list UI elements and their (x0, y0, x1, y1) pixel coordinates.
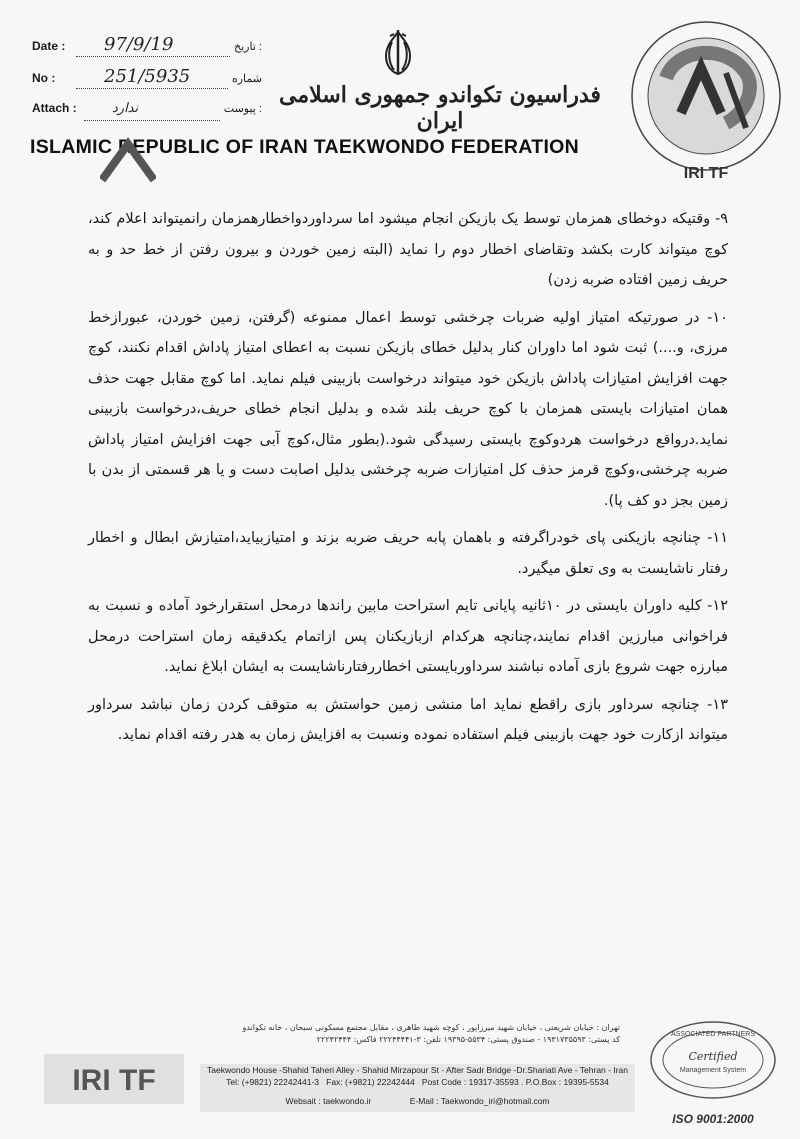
number-label-fa: شماره (231, 73, 262, 85)
footer-tel: Tel: (+9821) 22242441-3 (226, 1077, 320, 1087)
paragraph-9: ۹- وقتیکه دوخطای همزمان توسط یک بازیکن انجام میشود اما سرداوردواخطارهمزمان رانمیتواند اعلام کند، کوچ میتواند کارت بکشد وتقاضای اخطار دوم را نماید (البته زمین خوردن و بیرون رفتن از خط حد و به حریف زمین افتاده ضربه زدن) (88, 211, 728, 288)
footer-address-fa (200, 1022, 620, 1046)
federation-logo-icon (626, 18, 786, 188)
attach-value: ندارد (84, 98, 220, 121)
iso-certification-badge-icon (648, 1018, 778, 1102)
iso-mid-text: Certified (688, 1050, 738, 1063)
footer-fax: Fax: (+9821) 22242444 (326, 1077, 415, 1087)
attach-row (32, 98, 262, 130)
footer-address-fa-line1: تهران : خیابان شریعتی ، خیابان شهید میرزاپور ، کوچه شهید طاهری ، مقابل مجتمع مسکونی سبحان ، خانه تکواندو (242, 1023, 620, 1032)
number-value: 251/5935 (76, 66, 228, 89)
iran-emblem-icon (378, 28, 418, 76)
iso-sub-text: Management System (679, 1067, 747, 1074)
number-label: No : (32, 71, 56, 85)
footer-address-fa-line2: کد پستی: ۱۹۳۱۷۳۵۵۹۳ - صندوق پستی: ۵۵۳۴-۱۹۳۹۵ تلفن: ۳-۲۲۲۴۴۴۴۱ فاکس: ۲۲۲۴۲۴۴۴ (316, 1035, 620, 1044)
federation-title-en: ISLAMIC REPUBLIC OF IRAN TAEKWONDO FEDERATION (30, 136, 580, 158)
footer-contact-line (200, 1076, 635, 1088)
iso-top-text: ASSOCIATED PARTNERS (670, 1031, 756, 1038)
letter-meta (32, 34, 262, 130)
footer-logo-icon (44, 1054, 184, 1104)
letter-body (88, 204, 728, 758)
iso-label: ISO 9001:2000 (672, 1112, 754, 1126)
date-value: 97/9/19 (76, 34, 230, 57)
footer-logo-text: IRI TF (72, 1064, 156, 1097)
footer-web-line (200, 1096, 635, 1106)
paragraph-12: ۱۲- کلیه داوران بایستی در ۱۰ثانیه پایانی تایم استراحت مابین راندها درمحل استقرارخود آماده و نسبت به فراخوانی مبارزین اقدام نمایند،چنانچه هرکدام ازبازیکنان پس ازاتمام یکدقیقه زمان استراحت درمحل مبارزه جهت شروع بازی آماده نباشند سرداوربایستی اخطاررفتارناشایست به ایشان ابلاغ نماید. (88, 598, 728, 675)
footer-address-en-line: Taekwondo House -Shahid Taheri Alley - Shahid Mirzapour St - After Sadr Bridge -Dr.Shariati Ave - Tehran - Iran (207, 1065, 628, 1075)
footer-email: E-Mail : Taekwondo_iri@hotmail.com (409, 1096, 550, 1106)
attach-label: Attach : (32, 101, 77, 115)
attach-label-fa: پیوست : (223, 103, 262, 115)
federation-title-fa: فدراسیون تکواندو جمهوری اسلامی ایران (279, 82, 601, 134)
paragraph-10: ۱۰- در صورتیکه امتیاز اولیه ضربات چرخشی توسط اعمال ممنوعه (گرفتن، زمین خوردن، عبورازخط مرزی، و....) ثبت شود اما داوران کنار بدلیل خطای بازیکن نسبت به اعطای امتیاز پاداش اقدام نکنند، کوچ جهت افزایش امتیازات پاداش بازیکن خود میتواند درخواست بازبینی فیلم نماید. اما کوچ مقابل جهت حذف همان امتیازات بایستی همزمان با کوچ حریف بلند شده و بدلیل انجام خطای حریف،درخواست بازبینی نماید.درواقع درخواست هردوکوچ بایستی رسیدگی شود.(بطور مثال،کوچ آبی جهت افزایش امتیاز پاداش ضربه چرخشی،وکوچ قرمز حذف کل امتیازات ضربه چرخشی بدلیل اصابت دست و یا هر قسمتی از بدن با زمین بجز دو کف پا). (88, 309, 728, 509)
paragraph-11: ۱۱- چنانچه بازیکنی پای خودراگرفته و باهمان پابه حریف ضربه بزند و امتیازبیاید،امتیازش ابطال و اخطار رفتار ناشایست به وی تعلق میگیرد. (88, 530, 728, 577)
date-row (32, 34, 262, 66)
logo-text: IRI TF (683, 165, 729, 182)
date-label: Date : (32, 39, 66, 53)
date-label-fa: تاریخ : (233, 41, 262, 53)
number-row (32, 66, 262, 98)
footer-post-code: Post Code : 19317-35593 . P.O.Box : 19395-5534 (421, 1077, 609, 1087)
belt-chevron-icon (100, 136, 156, 184)
paragraph-13: ۱۳- چنانچه سرداور بازی راقطع نماید اما منشی زمین حواستش به متوقف کردن زمان نباشد سرداور میتواند ازکارت خود جهت بازبینی فیلم استفاده نموده ونسبت به افزایش زمان به هدر رفته اقدام نماید. (88, 696, 728, 743)
footer-website: Websait : taekwondo.ir (285, 1096, 372, 1106)
